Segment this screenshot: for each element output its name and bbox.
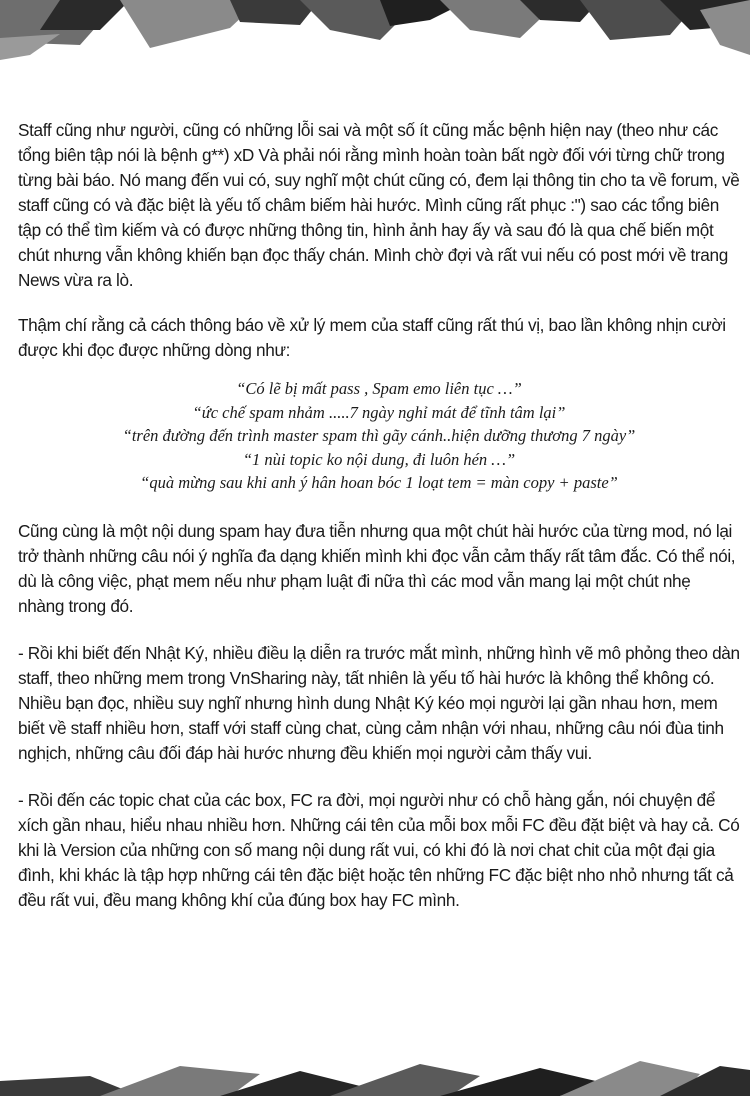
quote-item: “Có lẽ bị mất pass , Spam emo liên tục …” [236, 379, 522, 398]
quote-list [18, 377, 740, 495]
bottom-border-decoration [0, 1046, 750, 1096]
quote-item: “quà mừng sau khi anh ý hân hoan bóc 1 loạt tem = màn copy + paste” [140, 473, 618, 492]
quote-item: “trên đường đến trình master spam thì gãy cánh..hiện dưỡng thương 7 ngày” [122, 426, 636, 445]
quote-item: “1 nùi topic ko nội dung, đi luôn hén …” [242, 449, 516, 469]
article-body [18, 118, 740, 913]
paragraph-chat-topics: - Rồi đến các topic chat của các box, FC ra đời, mọi người như có chỗ hàng gắn, nói chuyện để xích gần nhau, hiểu nhau nhiều hơn. Những cái tên của mỗi box mỗi FC đều đặt biệt và hay cả. Có khi là Version của những con số mang nội dung rất vui, có khi đó là nơi chat chit của một đại gia đình, khi khác là tập hợp những cái tên đặc biệt hoặc tên những FC đặc biệt nho nhỏ nhưng tất cả đều rất vui, đều mang không khí của đúng box hay FC mình. [18, 789, 740, 910]
paragraph-spam: Cũng cùng là một nội dung spam hay đưa tiễn nhưng qua một chút hài hước của từng mod, nó lại trở thành những câu nói ý nghĩa đa dạng khiến mình khi đọc vẫn cảm thấy rất tâm đắc. Có thể nói, dù là công việc, phạt mem nếu như phạm luật đi nữa thì các mod vẫn mang lại một chút nhẹ nhàng trong đó. [18, 520, 736, 616]
paragraph-diary: - Rồi khi biết đến Nhật Ký, nhiều điều lạ diễn ra trước mắt mình, những hình vẽ mô phỏng theo dàn staff, theo những mem trong VnSharing này, tất nhiên là yếu tố hài hước là không thể không có. Nhiều bạn đọc, nhiều suy nghĩ nhưng hình dung Nhật Ký kéo mọi người lại gần nhau hơn, mem biết về staff nhiều hơn, staff với staff cùng chat, cùng cảm nhận với nhau, những câu nói đùa tinh nghịch, những câu đối đáp hài hước nhưng đều khiến mọi người cảm thấy vui. [18, 642, 740, 763]
quote-item: “ức chế spam nhảm .....7 ngày nghỉ mát để tĩnh tâm lại” [192, 402, 566, 422]
paragraph-intro: Staff cũng như người, cũng có những lỗi sai và một số ít cũng mắc bệnh hiện nay (theo như các tổng biên tập nói là bệnh g**) xD Và phải nói rằng mình hoàn toàn bất ngờ đối với từng chữ trong từng bài báo. Nó mang đến vui có, suy nghĩ một chút cũng có, đem lại thông tin cho ta về forum, về staff cũng có và đặc biệt là yếu tố châm biếm hài hước. Mình cũng rất phục :") sao các tổng biên tập có thể tìm kiếm và có được những thông tin, hình ảnh hay ấy và sau đó là qua chế biến một chút nhưng vẫn không khiến bạn đọc thấy chán. Mình chờ đợi và rất vui nếu có post mới về trang News vừa ra lò. [18, 120, 740, 290]
top-border-decoration [0, 0, 750, 60]
paragraph-notice: Thậm chí rằng cả cách thông báo về xử lý mem của staff cũng rất thú vị, bao lần không nhịn cười được khi đọc được những dòng như: [18, 315, 726, 360]
